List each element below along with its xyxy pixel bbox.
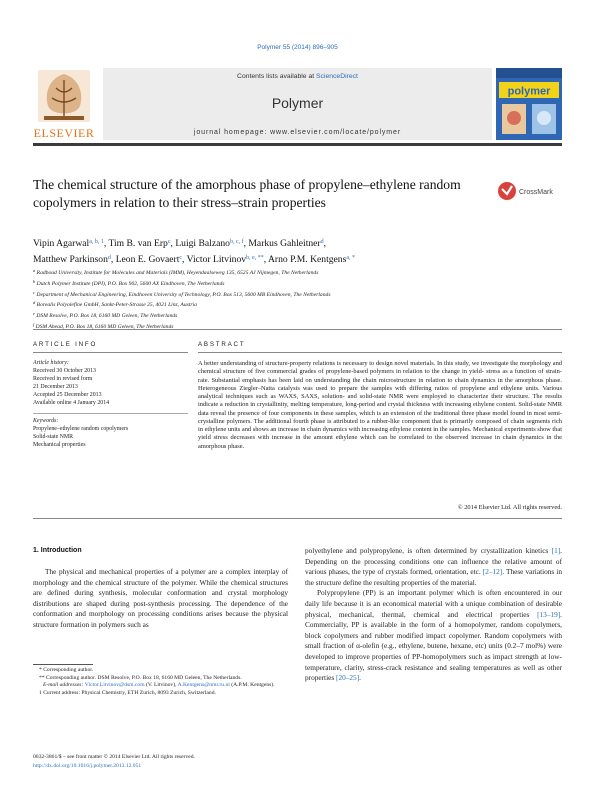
author-name[interactable]: Vipin Agarwal bbox=[33, 238, 90, 249]
footnote-emails: E-mail addresses: Victor.Litvinov@dsm.com (V. Litvinov), A.Kentgens@nmr.ru.nl (A.P.M. Kentgens). bbox=[43, 682, 275, 689]
article-title: The chemical structure of the amorphous phase of propylene–ethylene random copolymers in relation to their stress–strain properties bbox=[33, 177, 461, 210]
author-name[interactable]: Arno P.M. Kentgens bbox=[267, 254, 347, 265]
abstract-bottom-rule bbox=[33, 518, 562, 519]
affiliation-key: c bbox=[33, 289, 35, 295]
doi-link[interactable]: http://dx.doi.org/10.1016/j.polymer.2013.12.051 bbox=[33, 763, 142, 769]
elsevier-logo[interactable] bbox=[30, 66, 98, 142]
affiliation-text: DSM Resolve, P.O. Box 18, 6160 MD Geleen, The Netherlands bbox=[36, 313, 178, 320]
keywords-rule bbox=[33, 413, 188, 414]
affiliation-key: d bbox=[33, 300, 36, 306]
abstract-text: A better understanding of structure-property relations is necessary to design novel materials. In this study, we investigate the morphology and chemical structure of five commercial grades of propylene-based polymers in relation to the change in yield- stress as a function of strain-rate. Substantial emphasis has been laid on understanding the chain microstructure in relation to chain dynamics in the amorphous phase. Heterogeneous Ziegler–Natta catalysis was used to prepare the samples with differing ratios of propylene and ethylene units. Various analytical techniques such as WAXS, SAXS, solution- and solid-state NMR were employed to characterize their structure. The results indicate a reduction in crystallinity, melting temperature, long-period and crystal thickness with increasing ethylene content. Solid-state NMR data reveal the presence of four components in these samples, which is an extension of the traditional three phase model found in most semi-crystalline polymers. The additional fourth phase is attributed to a rubber-like component that is primarily composed of chain segments rich in ethylene units and shows an increase in chain dynamics with increasing ethylene content in the samples. Mechanical experiments show that yield stress decreases with increase in the amount ethylene which can be correlated to the observed increase in chain dynamics in the amorphous phase. bbox=[198, 360, 562, 450]
article-info-heading: ARTICLE INFO bbox=[33, 341, 98, 348]
author-name[interactable]: Tim B. van Erp bbox=[108, 238, 168, 249]
contents-line bbox=[103, 73, 492, 80]
elsevier-wordmark: ELSEVIER bbox=[33, 126, 95, 140]
affiliation-text: Borealis Polyolefine GmbH, Sankt-Peter-Strasse 25, 4021 Linz, Austria bbox=[36, 302, 197, 309]
copyright-line: © 2014 Elsevier Ltd. All rights reserved. bbox=[457, 504, 562, 511]
affiliation-item bbox=[33, 310, 533, 321]
affiliation-text: Dutch Polymer Institute (DPI), P.O. Box 902, 5600 AX Eindhoven, The Netherlands bbox=[36, 280, 225, 287]
history-label: Article history: bbox=[33, 360, 69, 366]
journal-reference[interactable]: Polymer 55 (2014) 896–905 bbox=[257, 44, 338, 51]
author-list: Vipin Agarwal$^{a, b, 1}$, Tim B. van Erp$^c$, Luigi Balzano$^{b, c, f}$, Markus Gahleitner$^d$, Matthew Parkinson$^d$, Leon E. Govaert$^c$, Victor Litvinov$^{b, e, **}$, Arno P.M. Kentgens$^{a, *}$ bbox=[33, 238, 356, 265]
author-affiliation-mark[interactable]: a, * bbox=[346, 255, 356, 261]
keyword-list bbox=[33, 426, 188, 450]
history-item: Available online 4 January 2014 bbox=[33, 399, 110, 406]
affiliation-item bbox=[33, 299, 533, 310]
author-affiliation-mark[interactable]: b, c, f bbox=[229, 239, 244, 245]
citation-link[interactable]: [20–25] bbox=[336, 673, 360, 683]
abstract-rule bbox=[198, 352, 562, 353]
affiliation-item bbox=[33, 267, 533, 278]
author-name[interactable]: Markus Gahleitner bbox=[248, 238, 321, 249]
contents-prefix: Contents lists available at bbox=[237, 73, 317, 80]
article-info-rule bbox=[33, 352, 188, 353]
footnotes bbox=[33, 667, 288, 697]
author-name[interactable]: Leon E. Govaert bbox=[115, 254, 180, 265]
email-link[interactable]: A.Kentgens@nmr.ru.nl bbox=[177, 682, 230, 689]
crossmark-label: CrossMark bbox=[519, 189, 553, 196]
author-affiliation-mark[interactable]: c bbox=[179, 255, 183, 261]
citation-link[interactable]: [1] bbox=[551, 546, 561, 555]
author-name[interactable]: Luigi Balzano bbox=[175, 238, 230, 249]
author-affiliation-mark[interactable]: a, b, 1 bbox=[89, 239, 104, 245]
keyword-item: Mechanical properties bbox=[33, 441, 86, 448]
introduction-heading: 1. Introduction bbox=[33, 547, 82, 554]
footnote-corresponding: * Corresponding author. bbox=[39, 667, 94, 673]
svg-text:polymer: polymer bbox=[507, 85, 551, 98]
affiliation-text: DSM Ahead, P.O. Box 18, 6160 MD Geleen, The Netherlands bbox=[35, 323, 174, 330]
intro-paragraph: Polypropylene (PP) is an important polymer which is often encountered in our daily life because it is an economical material with a unique combination of desirable physical, mechanical, thermal, chemical and electrical properties [13–19]. Commercially, PP is available in the form of a homopolymer, random copolymers, block copolymers and rubber modified impact copolymer. Random copolymers with small fraction of α-olefin (e.g., ethylene, butene, hexane, etc) units (0.2–7 mol%) were developed to improve properties of PP-homopolymers such as impact strength at low-temperature, clarity, stress-crack resistance and sealing temperatures as well as other properties [20–25]. bbox=[305, 588, 562, 683]
issn-line: 0032-3861/$ – see front matter © 2014 Elsevier Ltd. All rights reserved. bbox=[33, 754, 195, 760]
introduction-column-2 bbox=[305, 546, 562, 684]
crossmark-icon bbox=[498, 182, 516, 200]
affiliations-rule bbox=[33, 329, 562, 330]
author-affiliation-mark[interactable]: b, e, ** bbox=[246, 255, 264, 261]
history-item: Received 30 October 2013 bbox=[33, 367, 96, 374]
intro-paragraph: The physical and mechanical properties of a polymer are a complex interplay of morphology and the chemical structure of the polymer. While the chemical structures are defined during synthesis, molecular conformation and crystal morphology distributions are shaped during post-synthesis processing. The dependence of the conformation and morphology on processing conditions arises because the physical structure formation in polymers such as bbox=[33, 567, 288, 629]
affiliation-item bbox=[33, 278, 533, 289]
crossmark-badge[interactable] bbox=[497, 180, 557, 202]
journal-name: Polymer bbox=[271, 95, 324, 111]
affiliation-item bbox=[33, 289, 533, 300]
author-name[interactable]: Matthew Parkinson bbox=[33, 254, 108, 265]
keyword-item: Solid-state NMR bbox=[33, 433, 74, 440]
affiliation-key: b bbox=[33, 278, 36, 284]
keyword-item: Propylene–ethylene random copolymers bbox=[33, 425, 129, 432]
footnote-rule bbox=[33, 664, 93, 665]
affiliation-key: a bbox=[33, 268, 36, 273]
history-item: 21 December 2013 bbox=[33, 383, 78, 390]
author-affiliation-mark[interactable]: d bbox=[107, 255, 111, 261]
citation-link[interactable]: [13–19] bbox=[537, 609, 561, 619]
journal-cover-image[interactable] bbox=[496, 68, 562, 140]
author-affiliation-mark[interactable]: c bbox=[167, 239, 171, 245]
affiliation-key: f bbox=[33, 321, 35, 327]
author-name[interactable]: Victor Litvinov bbox=[186, 254, 247, 265]
author-affiliation-mark[interactable]: d bbox=[320, 239, 324, 245]
sciencedirect-link[interactable]: ScienceDirect bbox=[316, 73, 358, 80]
history-item: Received in revised form bbox=[33, 375, 93, 382]
abstract-heading: ABSTRACT bbox=[198, 341, 246, 348]
affiliations bbox=[33, 267, 533, 332]
affiliation-item bbox=[33, 321, 533, 332]
footnote-current-address: 1 Current address: Physical Chemistry, ETH Zurich, 8093 Zurich, Switzerland. bbox=[39, 689, 216, 696]
homepage-url[interactable]: www.elsevier.com/locate/polymer bbox=[270, 129, 402, 136]
email-link[interactable]: Victor.Litvinov@dsm.com bbox=[84, 682, 145, 689]
header-rule bbox=[33, 143, 562, 146]
introduction-column-1 bbox=[33, 567, 288, 630]
affiliation-text: Department of Mechanical Engineering, Eindhoven University of Technology, P.O. Box 513, 5600 MB Eindhoven, The Netherlands bbox=[36, 291, 331, 298]
history-list bbox=[33, 368, 188, 408]
article-info bbox=[33, 360, 188, 450]
intro-paragraph: polyethylene and polypropylene, is often determined by crystallization kinetics [1]. Depending on the processing conditions one can influence the relative amount of various phases, the type of crystals formed, orientation, etc. [2–12]. These variations in the structure define the resulting properties of the material. bbox=[305, 546, 562, 587]
journal-homepage-line bbox=[103, 129, 492, 136]
footnote-corresponding-2: ** Corresponding author. DSM Resolve, P.O. Box 18, 6160 MD Geleen, The Netherlands. bbox=[39, 674, 242, 681]
affiliation-text: Radboud University, Institute for Molecules and Materials (IMM), Heyendaalseweg 135, 6525 AJ Nijmegen, The Netherlands bbox=[36, 270, 319, 276]
affiliation-key: e bbox=[33, 311, 35, 317]
history-item: Accepted 25 December 2013 bbox=[33, 391, 102, 398]
citation-link[interactable]: [2–12] bbox=[482, 567, 503, 577]
keywords-label: Keywords: bbox=[33, 417, 59, 424]
homepage-prefix: journal homepage: bbox=[193, 129, 271, 136]
